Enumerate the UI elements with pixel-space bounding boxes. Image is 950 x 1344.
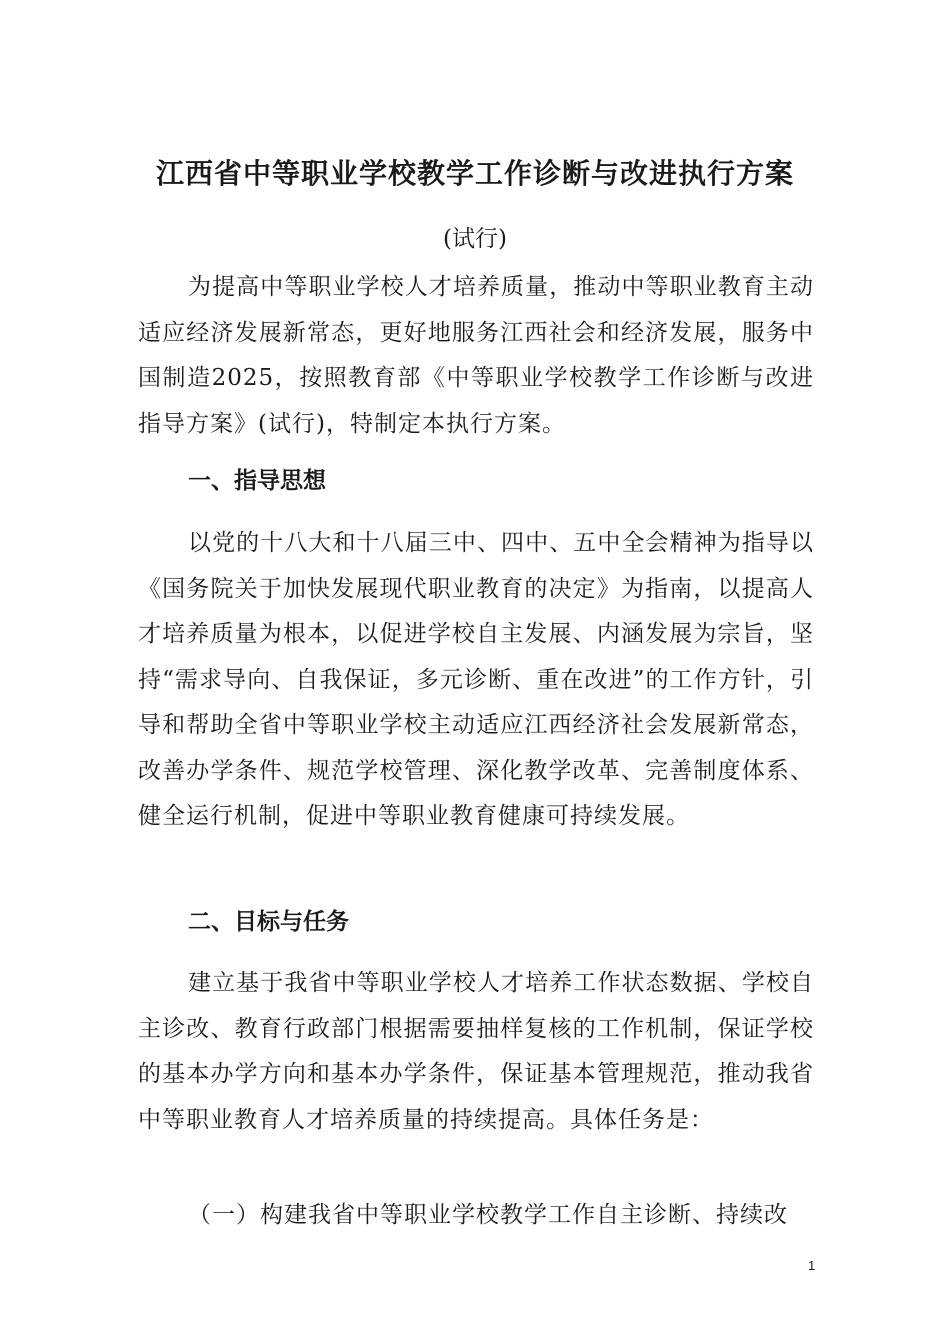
- intro-paragraph: 为提高中等职业学校人才培养质量，推动中等职业教育主动适应经济发展新常态，更好地服务江西社会和经济发展，服务中国制造2025，按照教育部《中等职业学校教学工作诊断与改进指导方案》(试行)，特制定本执行方案。: [138, 274, 814, 437]
- document-title: 江西省中等职业学校教学工作诊断与改进执行方案: [155, 157, 794, 190]
- section-heading-guiding-ideology: 一、指导思想: [188, 468, 326, 494]
- goals-tasks-paragraph: 建立基于我省中等职业学校人才培养工作状态数据、学校自主诊改、教育行政部门根据需要抽样复核的工作机制，保证学校的基本办学方向和基本办学条件，保证基本管理规范，推动我省中等职业教育人才培养质量的持续提高。具体任务是：: [138, 970, 814, 1133]
- task-item-1: （一）构建我省中等职业学校教学工作自主诊断、持续改: [188, 1202, 788, 1228]
- section-heading-goals-tasks: 二、目标与任务: [188, 909, 349, 935]
- guiding-ideology-paragraph: 以党的十八大和十八届三中、四中、五中全会精神为指导以《国务院关于加快发展现代职业教育的决定》为指南，以提高人才培养质量为根本，以促进学校自主发展、内涵发展为宗旨，坚持“需求导向、自我保证，多元诊断、重在改进”的工作方针，引导和帮助全省中等职业学校主动适应江西经济社会发展新常态，改善办学条件、规范学校管理、深化教学改革、完善制度体系、健全运行机制，促进中等职业教育健康可持续发展。: [138, 530, 814, 829]
- page-number: 1: [808, 1258, 816, 1273]
- document-subtitle: (试行): [443, 226, 507, 252]
